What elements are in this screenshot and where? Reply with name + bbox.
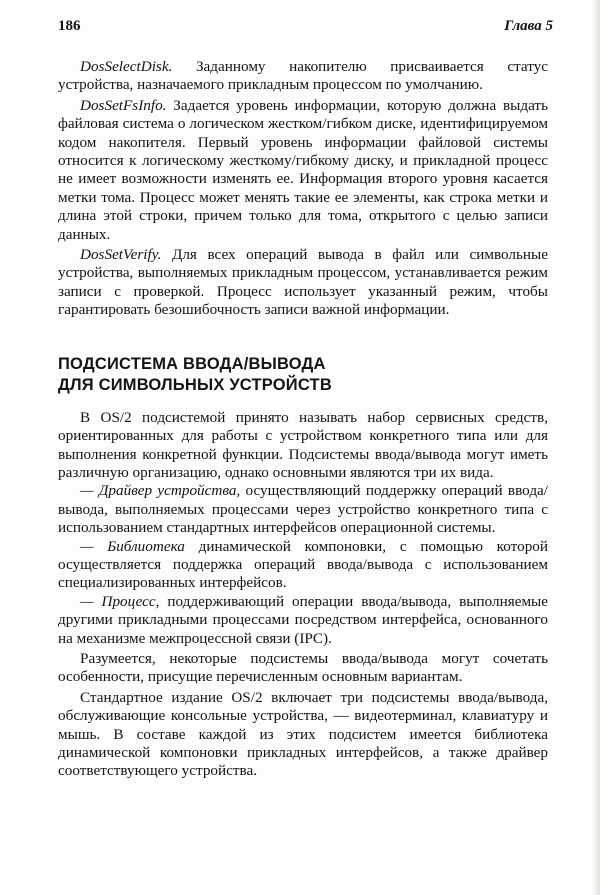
paragraph-dossetfsinfo	[58, 97, 548, 244]
list-item-text: поддерживающий операции ввода/вывода, выполняемые другими прикладными процессами посредством интерфейса, основанного на механизме межпроцессной связи (IPC).	[58, 592, 548, 647]
page-header	[58, 18, 553, 42]
list-item-library	[58, 538, 548, 593]
term-process: — Процесс,	[80, 592, 160, 610]
list-item-process	[58, 593, 548, 648]
section-heading	[58, 354, 548, 396]
term-library: — Библиотека	[80, 537, 185, 555]
page-edge-shadow	[592, 0, 600, 895]
list-item-text: осуществляющий поддержку операций ввода/вывода, выполняемых процессами через устройство конкретного типа с использованием стандартных интерфейсов операционной системы.	[58, 482, 549, 537]
paragraph-dossetverify	[58, 246, 548, 320]
paragraph-dosselectdisk	[58, 58, 548, 95]
chapter-title: Глава 5	[504, 18, 553, 34]
paragraph-standard-edition: Стандартное издание OS/2 включает три подсистемы ввода/вывода, обслуживающие консольные устройства, — видеотерминал, клавиатуру и мышь. В составе каждой из этих подсистем имеется библиотека динамической компоновки прикладных интерфейсов, а также драйвер соответствующего устройства.	[58, 688, 548, 780]
list-item-device-driver	[58, 482, 548, 537]
term-device-driver: — Драйвер устройства,	[80, 482, 241, 500]
paragraph-combinations: Разумеется, некоторые подсистемы ввода/вывода могут сочетать особенности, присущие перечисленным основным вариантам.	[58, 649, 548, 686]
list-item-text: динамической компоновки, с помощью которой осуществляется поддержка операций ввода/вывода с использованием специализированных интерфейсов.	[58, 537, 549, 592]
term-dosselectdisk: DosSelectDisk.	[80, 58, 173, 75]
paragraph-text: Для всех операций вывода в файл или символьные устройства, выполняемых прикладным процессом, устанавливается режим записи с проверкой. Процесс использует указанный режим, чтобы гарантировать безошибочность записи важной информации.	[58, 246, 548, 319]
section-heading-line-1: ПОДСИСТЕМА ВВОДА/ВЫВОДА	[58, 354, 326, 373]
term-dossetfsinfo: DosSetFsInfo.	[80, 96, 167, 114]
paragraph-text: Заданному накопителю присваивается статус устройства, назначаемого прикладным процессом по умолчанию.	[58, 58, 548, 94]
paragraph-subsystems-intro: В OS/2 подсистемой принято называть набор сервисных средств, ориентированных для работы с устройством конкретного типа или для выполнения конкретной функции. Подсистемы ввода/вывода могут иметь различную организацию, однако основными являются три их вида.	[58, 408, 548, 481]
page-number: 186	[58, 18, 81, 34]
page-body	[58, 58, 548, 781]
term-dossetverify: DosSetVerify.	[80, 246, 162, 264]
paragraph-text: Задается уровень информации, которую должна выдать файловая система о логическом жестком/гибком диске, идентифицируемом кодом накопителя. Первый уровень информации файловой системы относится к логическому жесткому/гибкому диску, и прикладной процесс не имеет возможности изменять ее. Информация второго уровня касается метки тома. Процесс может менять такие ее элементы, как строка метки и длина этой строки, причем только для тома, открытого с целью записи данных.	[58, 96, 548, 243]
section-heading-line-2: ДЛЯ СИМВОЛЬНЫХ УСТРОЙСТВ	[58, 375, 332, 394]
